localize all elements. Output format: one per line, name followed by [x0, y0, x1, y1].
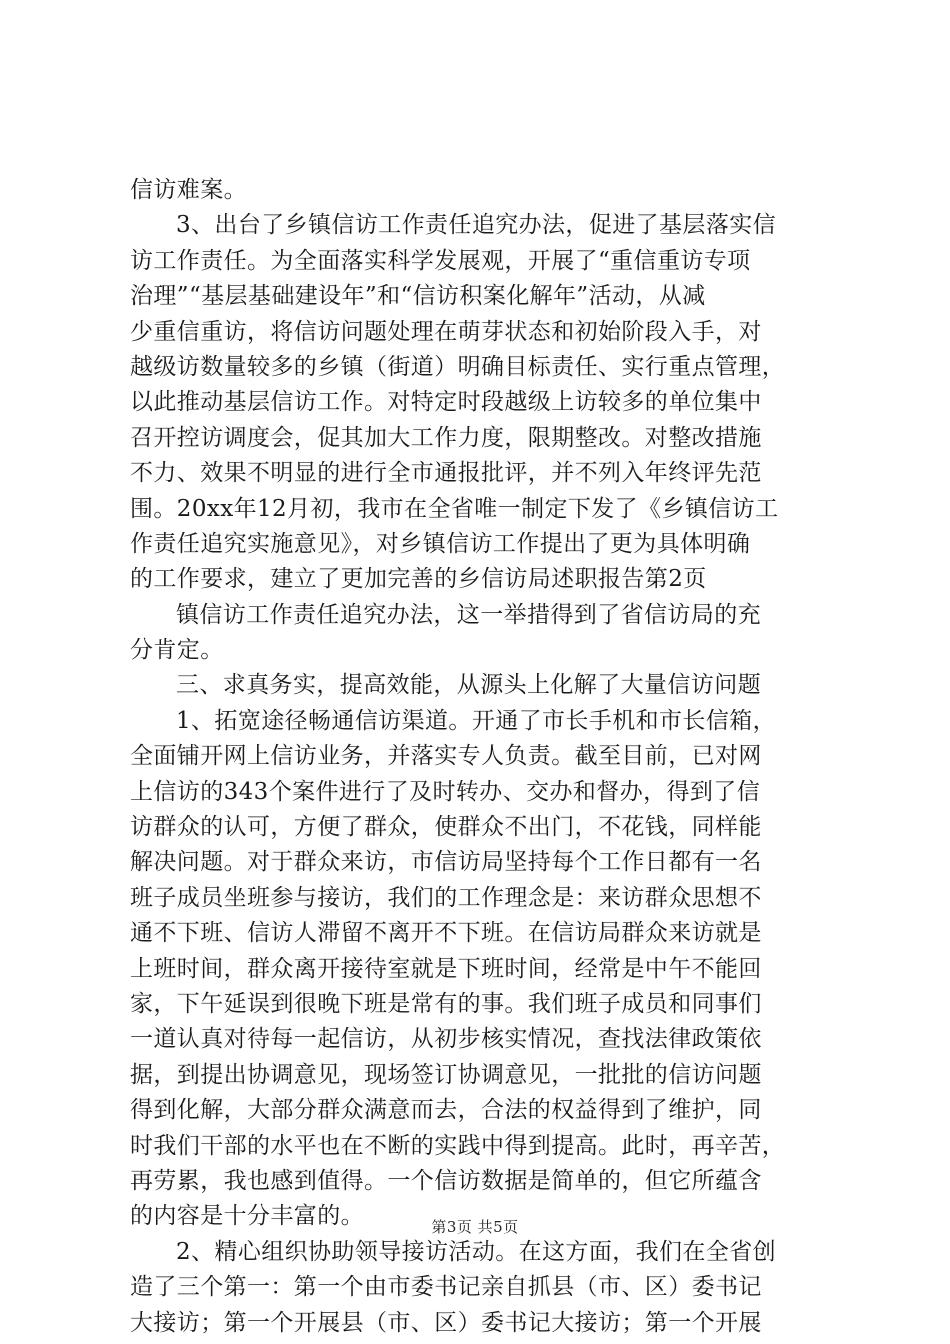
text-line: 越级访数量较多的乡镇（街道）明确目标责任、实行重点管理，	[130, 353, 786, 380]
text-line: 少重信重访，将信访问题处理在萌芽状态和初始阶段入手，对	[130, 318, 762, 345]
document-body	[130, 173, 840, 1341]
text-line: 的内容是十分丰富的。	[130, 1203, 364, 1230]
text-line: 1、拓宽途径畅通信访渠道。开通了市长手机和市长信箱，	[176, 707, 777, 734]
text-line: 上班时间，群众离开接待室就是下班时间，经常是中午不能回	[130, 955, 762, 982]
text-line: 的工作要求，建立了更加完善的乡信访局述职报告第2页	[130, 566, 707, 593]
text-line: 大接访；第一个开展县（市、区）委书记大接访；第一个开展	[130, 1309, 762, 1336]
text-line: 时我们干部的水平也在不断的实践中得到提高。此时，再辛苦，	[130, 1132, 786, 1159]
text-line: 访工作责任。为全面落实科学发展观，开展了“重信重访专项	[130, 247, 751, 274]
text-line: 治理”“基层基础建设年”和“信访积案化解年”活动，从减	[130, 283, 706, 310]
text-line: 据，到提出协调意见，现场签订协调意见，一批批的信访问题	[130, 1061, 762, 1088]
text-line: 上信访的343个案件进行了及时转办、交办和督办，得到了信	[130, 778, 761, 805]
text-line: 全面铺开网上信访业务，并落实专人负责。截至目前，已对网	[130, 743, 762, 770]
text-line: 分肯定。	[130, 637, 224, 664]
text-line: 造了三个第一：第一个由市委书记亲自抓县（市、区）委书记	[130, 1274, 762, 1301]
text-line: 以此推动基层信访工作。对特定时段越级上访较多的单位集中	[130, 389, 762, 416]
text-line: 班子成员坐班参与接访，我们的工作理念是：来访群众思想不	[130, 884, 762, 911]
page-footer: 第3页 共5页	[431, 1218, 519, 1236]
text-line: 一道认真对待每一起信访，从初步核实情况，查找法律政策依	[130, 1026, 762, 1053]
text-line: 镇信访工作责任追究办法，这一举措得到了省信访局的充	[176, 601, 761, 628]
text-line: 作责任追究实施意见》，对乡镇信访工作提出了更为具体明确	[130, 530, 751, 557]
text-line: 再劳累，我也感到值得。一个信访数据是简单的，但它所蕴含	[130, 1167, 762, 1194]
text-line: 得到化解，大部分群众满意而去，合法的权益得到了维护，同	[130, 1097, 762, 1124]
text-line: 访群众的认可，方便了群众，使群众不出门，不花钱，同样能	[130, 814, 762, 841]
text-line: 2、精心组织协助领导接访活动。在这方面，我们在全省创	[176, 1238, 777, 1265]
text-line: 召开控访调度会，促其加大工作力度，限期整改。对整改措施	[130, 424, 762, 451]
text-line: 解决问题。对于群众来访，市信访局坚持每个工作日都有一名	[130, 849, 762, 876]
text-line: 3、出台了乡镇信访工作责任追究办法，促进了基层落实信	[176, 212, 777, 239]
text-line: 通不下班、信访人滞留不离开不下班。在信访局群众来访就是	[130, 920, 762, 947]
text-line: 三、求真务实，提高效能，从源头上化解了大量信访问题	[176, 672, 761, 699]
text-line: 围。20xx年12月初，我市在全省唯一制定下发了《乡镇信访工	[130, 495, 779, 522]
text-line: 家，下午延误到很晚下班是常有的事。我们班子成员和同事们	[130, 990, 762, 1017]
text-line: 不力、效果不明显的进行全市通报批评，并不列入年终评先范	[130, 460, 762, 487]
text-line: 信访难案。	[130, 177, 247, 203]
